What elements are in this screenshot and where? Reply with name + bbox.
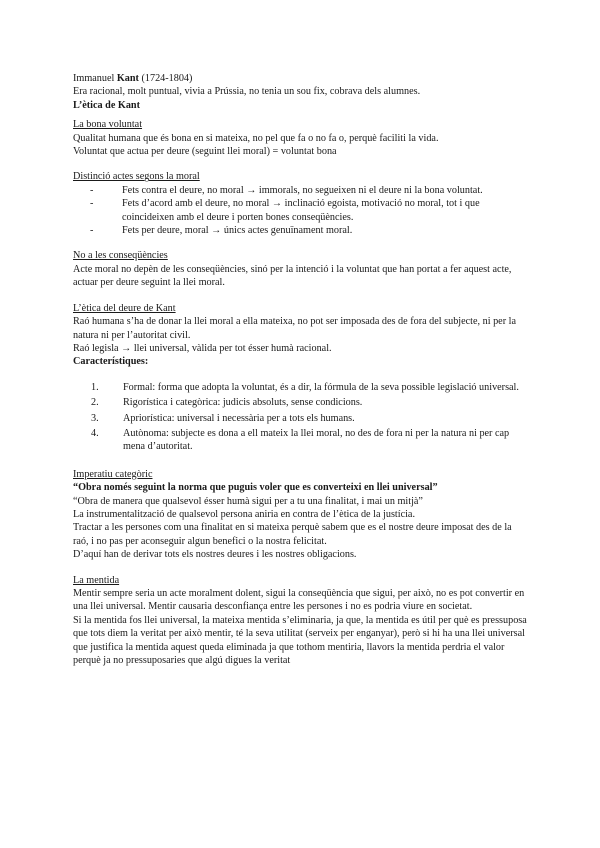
author-name: Immanuel (73, 73, 115, 84)
heading-etica-deure: L’ètica del deure de Kant (73, 302, 176, 314)
item-number: 1. (91, 381, 99, 393)
imperatiu-line: D’aquí han de derivar tots els nostres deures i les nostres obligacions. (73, 549, 357, 561)
imperatiu-quote: “Obra només seguint la norma que puguis voler que es converteixi en llei universal” (73, 482, 438, 494)
mentida-paragraph: Si la mentida fos llei universal, la mateixa mentida s’eliminaria, ja que, la mentida es útil per què es pressuposa que tots diem la veritat per això mentir, té la seva utilitat (serveix per enganyar), però si hi ha una llei universal que justifica la mentida aquest queda eliminada ja que tothom mentiria, llavors la mentida perdria el valor perquè ja no pressuposaries que algú digues la veritat (73, 614, 527, 667)
list-item: - Fets contra el deure, no moral → immorals, no segueixen ni el deure ni la bona voluntat. (90, 184, 527, 197)
intro-line (73, 72, 527, 85)
distincio-list (73, 184, 527, 238)
document-title: L’ètica de Kant (73, 99, 140, 111)
list-item (73, 381, 527, 394)
author-bio: Era racional, molt puntual, vivia a Prússia, no tenia un sou fix, cobrava dels alumnes. (73, 86, 421, 98)
item-number: 4. (91, 427, 99, 439)
imperatiu-line: La instrumentalització de qualsevol persona aniria en contra de l’ètica de la justícia. (73, 508, 415, 520)
caracteristiques-heading: Característiques: (73, 356, 149, 368)
author-surname: Kant (116, 73, 139, 84)
list-item: - Fets d’acord amb el deure, no moral → inclinació egoista, motivació no moral, tot i que coincideixen amb el deure i porten bones conseqüències. (90, 197, 527, 224)
bona-voluntat-line: Voluntat que actua per deure (seguint llei moral) = voluntat bona (73, 146, 337, 158)
heading-distincio: Distinció actes segons la moral (73, 171, 200, 183)
list-item (73, 396, 527, 409)
item-text: Rigorística i categòrica: judicis absoluts, sense condicions. (123, 397, 363, 409)
item-number: 3. (91, 412, 99, 424)
bona-voluntat-line: Qualitat humana que és bona en si mateixa, no pel que fa o no fa o, perquè faciliti la vida. (73, 132, 439, 144)
imperatiu-line: “Obra de manera que qualsevol ésser humà sigui per a tu una finalitat, i mai un mitjà” (73, 495, 423, 507)
etica-deure-line: Raó humana s’ha de donar la llei moral a ella mateixa, no pot ser imposada des de fora del subjecte, ni per la natura ni per l’autoritat civil. (73, 316, 516, 341)
mentida-paragraph: Mentir sempre seria un acte moralment dolent, sigui la conseqüència que sigui, per això, no es pot convertir en una llei universal. Mentir causaria desconfiança entre les persones i no es podria viure en societat. (73, 588, 525, 613)
item-text: Autònoma: subjecte es dona a ell mateix la llei moral, no des de fora ni per la natura ni per cap mena d’autoritat. (123, 427, 510, 453)
item-number: 2. (91, 397, 99, 409)
etica-deure-line: Raó legisla → llei universal, vàlida per tot ésser humà racional. (73, 342, 332, 354)
caracteristiques-list (73, 381, 527, 454)
heading-imperatiu: Imperatiu categòric (73, 468, 153, 480)
list-item: - Fets per deure, moral → únics actes genuïnament moral. (90, 224, 527, 237)
heading-mentida: La mentida (73, 574, 120, 586)
heading-consequencies: No a les conseqüències (73, 250, 168, 262)
list-item (73, 412, 527, 425)
author-years: (1724-1804) (138, 73, 193, 84)
imperatiu-line: Tractar a les persones com una finalitat en si mateixa perquè sabem que es el nostre deure imposat des de la raó, i no pas per aconseguir algun benefici o la nostra felicitat. (73, 522, 512, 547)
item-text: Formal: forma que adopta la voluntat, és a dir, la fórmula de la seva possible legislació universal. (123, 381, 519, 393)
consequencies-text: Acte moral no depèn de les conseqüències, sinó per la intenció i la voluntat que han portat a fer aquest acte, actuar per deure seguint la llei moral. (73, 263, 512, 289)
item-text: Apriorística: universal i necessària per a tots els humans. (123, 412, 355, 424)
list-item (73, 427, 527, 454)
heading-bona-voluntat: La bona voluntat (73, 119, 143, 131)
